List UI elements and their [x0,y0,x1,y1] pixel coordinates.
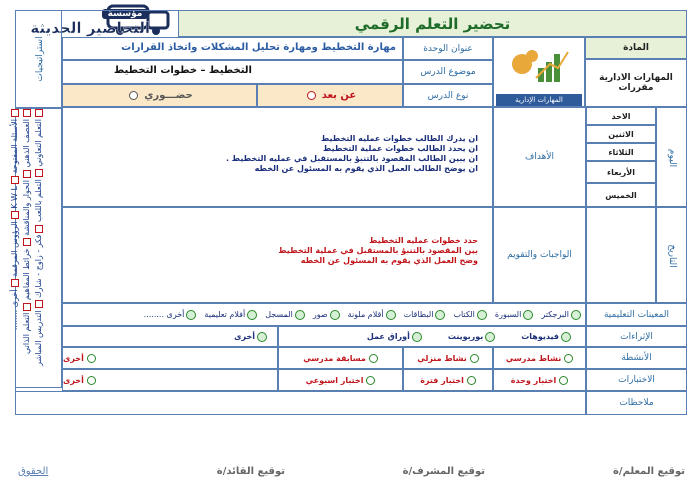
strategy-9: الأسئلة المفتوحة [10,119,19,174]
test-label: اختبار اسبوعي [305,375,364,385]
checkbox-icon [330,310,340,320]
lesson-topic-label: موضوع الدرس [403,60,493,84]
activity-school[interactable] [493,347,586,369]
strategy-12: أخرى ........ [10,289,19,331]
activity-label: نشاط مدرسي [505,353,562,363]
unit-label: عنوان الوحدة [403,37,493,60]
aid-projector[interactable] [541,310,581,320]
radio-icon [369,354,378,363]
strategy-5: العصف الذهني [22,119,31,168]
aid-label: أقلام ملونة [347,310,384,319]
day-thu: الخميس [586,183,656,207]
aid-label: أخرى ........ [143,310,185,319]
aid-label: المسجل [265,310,293,319]
activity-label: أخرى [63,353,84,363]
activity-label: مسابقة مدرسي [303,353,366,363]
signature-supervisor: توقيع المشرف/ة [402,466,485,477]
aids-options [62,303,586,326]
checkbox-icon [485,332,495,342]
strategies-label: استراتيجيات [35,36,45,82]
aid-book[interactable] [453,310,486,320]
strategy-1: التعلم التعاوني [34,119,43,167]
activity-other[interactable] [62,347,278,369]
day-mon: الاثنين [586,125,656,143]
radio-icon [559,376,568,385]
aid-films[interactable] [204,310,257,320]
tests-label: الاختبارات [586,369,687,391]
day-wed: الأربعاء [586,161,656,183]
lesson-topic-value: التخطيط – خطوات التخطيط [62,60,403,84]
checkbox-icon [247,310,257,320]
aid-label: السبورة [494,310,522,319]
enrich-label-text: أوراق عمل [366,332,410,341]
aid-label: أفلام تعليمية [204,310,246,319]
strategies-col-3 [10,109,24,379]
objective-3: ان يبين الطالب المقصود بالتنبؤ بالمستقبل في عمليه التخطيط . [225,154,478,163]
checkbox-icon [386,310,396,320]
strategy-2: التعلم باللعب [34,179,43,223]
strategies-col-1 [34,109,48,379]
test-label: اختبار فترة [420,375,464,385]
signature-teacher: توقيع المعلم/ة [613,466,685,477]
radio-icon [366,376,375,385]
homework-2: بين المقصود بالتنبؤ بالمستقبل في عملية التخطيط [278,246,478,255]
strategy-8: التعلم الذاتي [22,312,31,355]
aid-label: صور [312,310,328,319]
radio-icon [470,354,479,363]
book-cover [493,37,585,107]
checkbox-icon [523,310,533,320]
enrich-videos[interactable] [521,332,571,342]
strategies-col-2 [22,109,36,379]
strategy-4: التدريس المباشر [34,310,43,366]
strategy-7: خرائط المفاهيم [22,248,31,301]
enrich-label-text: فيديوهات [521,332,559,341]
objective-4: ان يوضح الطالب العمل الذي يقوم به المسئول عن الخطه [254,164,478,173]
activities-label: الأنشطة [586,347,687,369]
objectives-list [62,107,493,207]
radio-icon [87,376,96,385]
objective-1: ان يدرك الطالب خطوات عمليه التخطيط [320,134,478,143]
checkbox-icon [435,310,445,320]
lesson-type-inperson[interactable] [62,84,257,107]
lesson-type-remote-label: عن بعد [321,90,357,101]
aids-label: المعينات التعليمية [586,303,687,326]
unit-value: مهارة التخطيط ومهارة تحليل المشكلات واتخاذ القرارات [62,37,403,60]
test-label: اختبار وحدة [510,375,557,385]
date-label-cell [656,207,687,303]
day-tue: الثلاثاء [586,143,656,161]
checkbox-icon [412,332,422,342]
checkbox-icon [186,310,196,320]
lesson-type-label: نوع الدرس [403,84,493,107]
homework-label: الواجبات والتقويم [493,207,586,303]
test-unit[interactable] [493,369,586,391]
day-label: اليوم [667,148,677,168]
checkbox-icon [561,332,571,342]
radio-icon [564,354,573,363]
strategy-11: الرؤوس المرقمة [10,221,19,277]
aid-other[interactable] [144,310,197,320]
aid-label: الكتاب [453,310,475,319]
enrich-other[interactable] [62,326,278,347]
enrich-powerpoint[interactable] [448,332,495,342]
activity-home[interactable] [403,347,493,369]
strategies-list [10,108,62,388]
objective-2: ان يحدد الطالب خطوات عملية التخطيط [323,144,478,153]
book-cover-title: المهارات الإدارية [496,94,582,106]
checkbox-icon [295,310,305,320]
radio-icon [129,91,138,100]
day-label-cell [656,107,687,207]
book-cover-icon [494,38,584,94]
enrich-worksheets[interactable] [367,332,422,342]
logo-line2: التحاضير الحديثة [30,19,150,37]
lesson-type-remote[interactable] [257,84,403,107]
aid-board[interactable] [495,310,533,320]
activity-label: نشاط منزلي [417,353,467,363]
strategy-3: فكر - زاوج - شارك [34,234,43,298]
signature-leader: توقيع القائد/ة [216,466,285,477]
checkbox-icon [257,332,267,342]
test-other[interactable] [62,369,278,391]
enrich-other-label: أخرى [234,332,255,341]
radio-icon [307,91,316,100]
date-cells[interactable] [586,207,656,303]
checkbox-icon [477,310,487,320]
homework-list [62,207,493,303]
radio-icon [87,354,96,363]
objectives-label: الأهداف [493,107,586,207]
test-term[interactable] [403,369,493,391]
enrich-options [278,326,586,347]
logo-line1: مؤسسة [102,9,148,19]
day-sun: الاحد [586,107,656,125]
aid-label: البرجكتر [541,310,569,319]
page-title: تحضير التعلم الرقمي [178,10,687,37]
test-weekly[interactable] [278,369,403,391]
subject-value: المهارات الادارية مقررات [585,59,687,107]
activity-contest[interactable] [278,347,403,369]
strategies-label-cell [15,10,62,108]
rights-link[interactable]: الحقوق [18,466,49,477]
enrich-label-text: بوربوينت [447,332,484,341]
lesson-type-inperson-label: حضـــوري [144,90,193,101]
checkbox-icon [571,310,581,320]
notes-field[interactable] [15,391,586,415]
aid-cards[interactable] [404,310,446,320]
strategy-6: الحوار والمناقشة [22,180,31,236]
aid-pens[interactable] [348,310,396,320]
aid-label: البطاقات [403,310,434,319]
date-label: التاريخ [667,244,677,268]
radio-icon [467,376,476,385]
aid-recorder[interactable] [265,310,305,320]
homework-1: حدد خطوات عمليه التخطيط [369,236,478,245]
homework-3: وضح العمل الذي يقوم به المسئول عن الخطه [300,256,478,265]
subject-label: المادة [585,37,687,59]
enrich-label: الإثراءات [586,326,687,347]
test-label: أخرى [63,375,84,385]
notes-label: ملاحظات [586,391,687,415]
strategy-10: K W L [10,186,19,209]
aid-pictures[interactable] [313,310,340,320]
